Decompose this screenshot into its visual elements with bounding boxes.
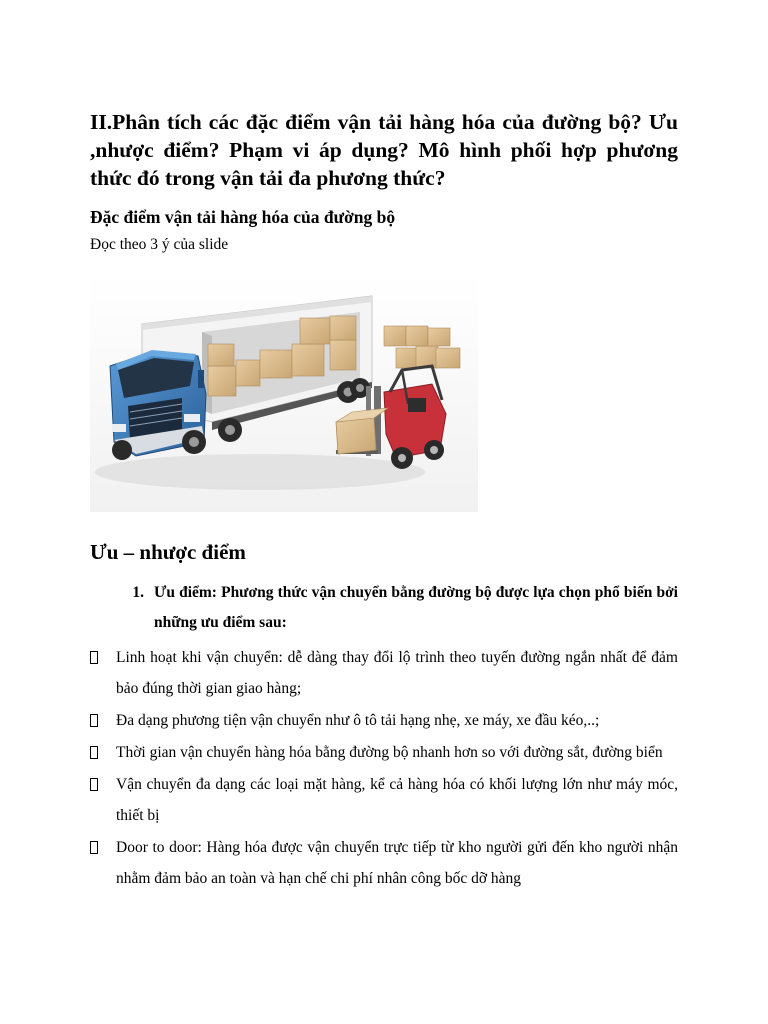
sub-heading: Đặc điểm vận tải hàng hóa của đường bộ bbox=[90, 207, 396, 227]
note-text: Đọc theo 3 ý của slide bbox=[90, 236, 229, 253]
bullet-icon bbox=[90, 769, 116, 831]
bullet-icon bbox=[90, 832, 116, 894]
list-item bbox=[90, 832, 678, 894]
list-item-text: Door to door: Hàng hóa được vận chuyển trực tiếp từ kho người gửi đến kho người nhận nhằm đảm bảo an toàn và hạn chế chi phí nhân công bốc dỡ hàng bbox=[116, 839, 678, 887]
bullet-icon bbox=[90, 642, 116, 704]
bullet-icon bbox=[90, 705, 116, 736]
document-page bbox=[90, 108, 678, 895]
truck-forklift-illustration bbox=[90, 274, 478, 512]
list-item-text: Linh hoạt khi vận chuyển: dễ dàng thay đổi lộ trình theo tuyến đường ngắn nhất để đảm bảo đúng thời gian giao hàng; bbox=[116, 649, 678, 697]
numbered-item bbox=[90, 578, 678, 638]
list-item-text: Vận chuyển đa dạng các loại mặt hàng, kể cả hàng hóa có khối lượng lớn như máy móc, thiết bị bbox=[116, 776, 678, 824]
bullet-icon bbox=[90, 737, 116, 768]
list-item-text: Đa dạng phương tiện vận chuyển như ô tô tải hạng nhẹ, xe máy, xe đầu kéo,..; bbox=[116, 712, 600, 729]
list-number: 1. bbox=[132, 584, 144, 601]
bullet-list bbox=[90, 642, 678, 894]
list-item bbox=[90, 769, 678, 831]
list-item bbox=[90, 705, 678, 736]
main-heading: II.Phân tích các đặc điểm vận tải hàng hóa của đường bộ? Ưu ,nhược điểm? Phạm vi áp dụng? Mô hình phối hợp phương thức đó trong vận tải đa phương thức? bbox=[90, 110, 678, 190]
list-item-text: Thời gian vận chuyển hàng hóa bằng đường bộ nhanh hơn so với đường sắt, đường biển bbox=[116, 744, 663, 761]
numbered-item-text: Ưu điểm: Phương thức vận chuyển bằng đường bộ được lựa chọn phổ biến bởi những ưu điểm sau: bbox=[154, 584, 678, 631]
list-item bbox=[90, 642, 678, 704]
list-item bbox=[90, 737, 678, 768]
section-heading: Ưu – nhược điểm bbox=[90, 540, 246, 564]
